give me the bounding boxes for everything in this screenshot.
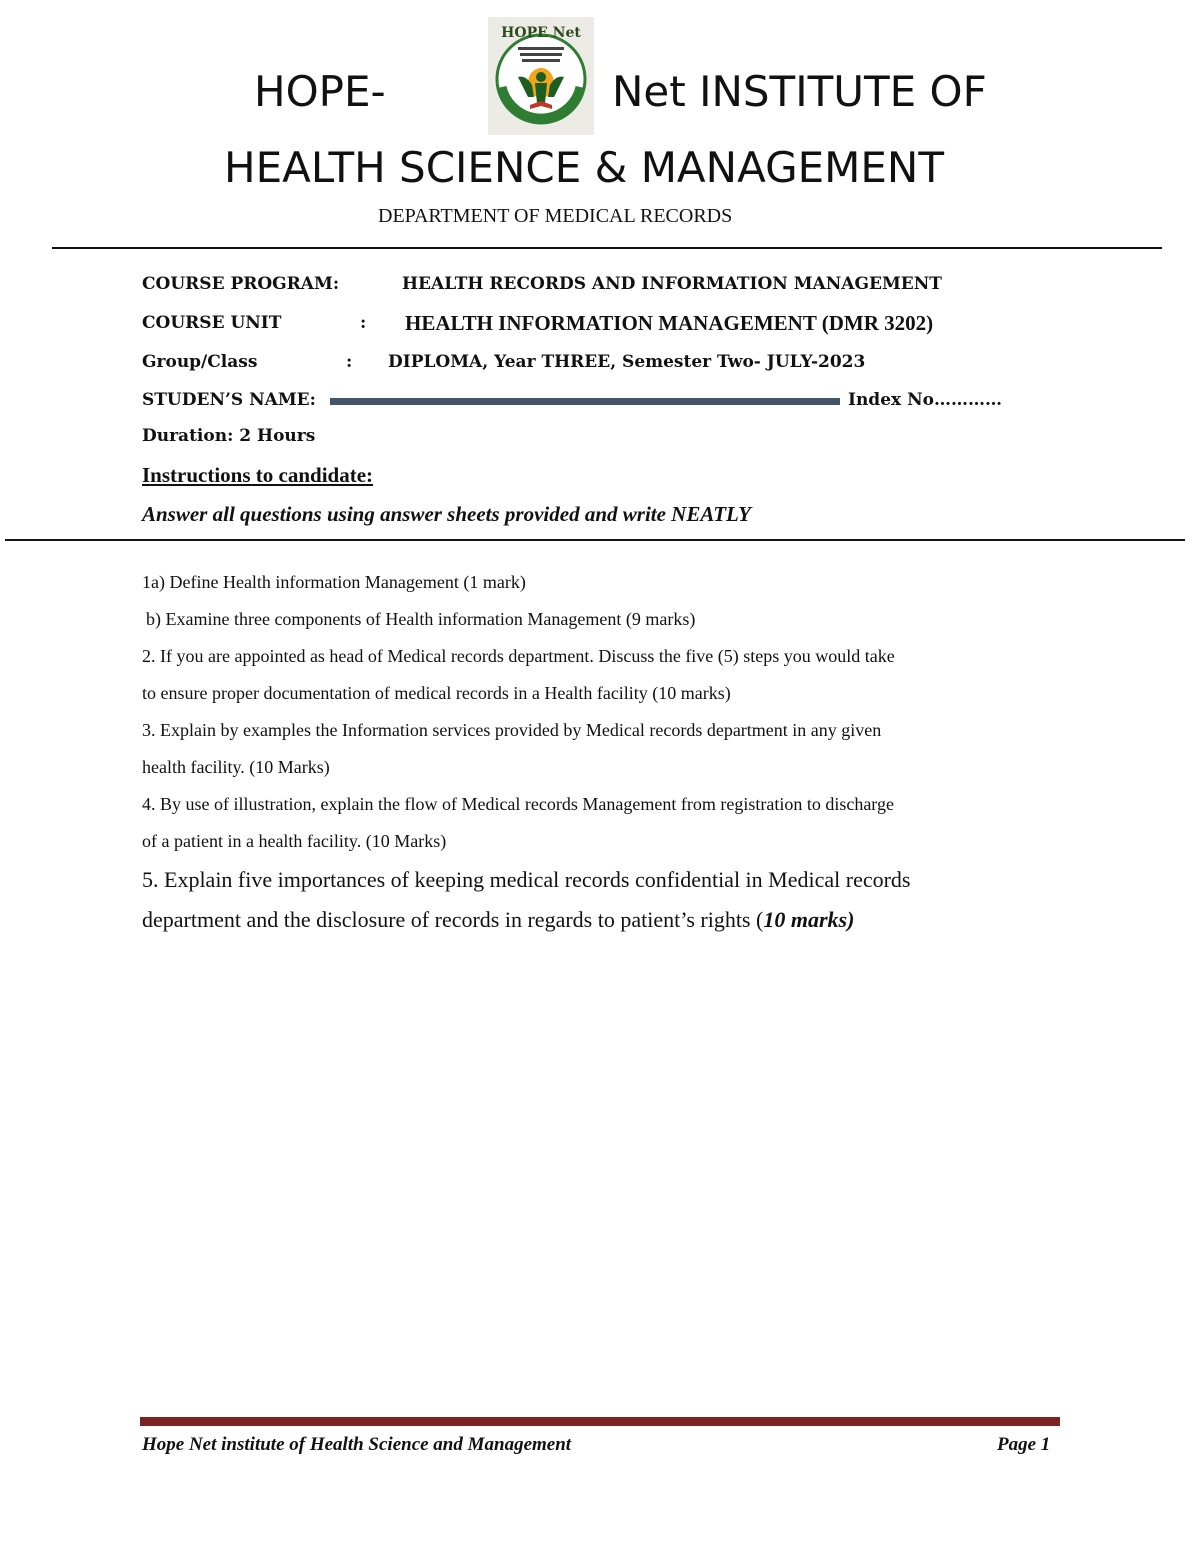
student-name-line <box>330 398 840 405</box>
question-2-line-2: to ensure proper documentation of medical records in a Health facility (10 marks) <box>142 683 731 703</box>
question-5-line-1: 5. Explain five importances of keeping medical records confidential in Medical records <box>142 867 911 892</box>
question-2-line-1: 2. If you are appointed as head of Medical records department. Discuss the five (5) steps you would take <box>142 646 895 666</box>
department-heading: DEPARTMENT OF MEDICAL RECORDS <box>378 205 733 227</box>
title-health-science: HEALTH SCIENCE & MANAGEMENT <box>224 143 945 192</box>
duration-text: Duration: 2 Hours <box>142 426 316 446</box>
course-unit-value: HEALTH INFORMATION MANAGEMENT (DMR 3202) <box>405 311 934 335</box>
index-number-label: Index No………… <box>848 390 1002 410</box>
course-unit-colon: : <box>360 313 367 333</box>
hope-net-logo <box>488 17 594 135</box>
course-program-value: HEALTH RECORDS AND INFORMATION MANAGEMENT <box>402 274 942 294</box>
question-5-line-2-text: department and the disclosure of records in regards to patient’s rights ( <box>142 907 764 932</box>
question-1a: 1a) Define Health information Management (1 mark) <box>142 572 526 592</box>
footer-page-number: Page 1 <box>997 1434 1051 1455</box>
course-program-label: COURSE PROGRAM: <box>142 274 340 294</box>
header-divider <box>52 247 1162 249</box>
title-hope: HOPE- <box>254 67 386 116</box>
question-1b: b) Examine three components of Health information Management (9 marks) <box>146 609 696 629</box>
instructions-text: Answer all questions using answer sheets provided and write NEATLY <box>142 502 751 526</box>
question-3-line-2: health facility. (10 Marks) <box>142 757 330 777</box>
question-5-line-2 <box>142 906 854 934</box>
title-net-institute: Net INSTITUTE OF <box>612 67 987 116</box>
group-class-colon: : <box>346 352 353 372</box>
question-4-line-2: of a patient in a health facility. (10 Marks) <box>142 831 447 851</box>
course-unit-label: COURSE UNIT <box>142 313 282 333</box>
question-5-marks: 10 marks) <box>763 907 855 932</box>
question-4-line-1: 4. By use of illustration, explain the flow of Medical records Management from registration to discharge <box>142 794 894 814</box>
group-class-value: DIPLOMA, Year THREE, Semester Two- JULY-2023 <box>388 352 866 372</box>
hope-net-seal-icon <box>488 17 594 135</box>
footer-institution: Hope Net institute of Health Science and Management <box>142 1434 572 1455</box>
instructions-divider <box>5 539 1185 541</box>
footer-bar <box>140 1417 1060 1426</box>
question-3-line-1: 3. Explain by examples the Information services provided by Medical records department in any given <box>142 720 882 740</box>
svg-text:HOPE Net: HOPE Net <box>501 25 581 41</box>
group-class-label: Group/Class <box>142 352 258 372</box>
instructions-heading: Instructions to candidate: <box>142 463 374 487</box>
student-name-label: STUDEN’S NAME: <box>142 390 316 410</box>
